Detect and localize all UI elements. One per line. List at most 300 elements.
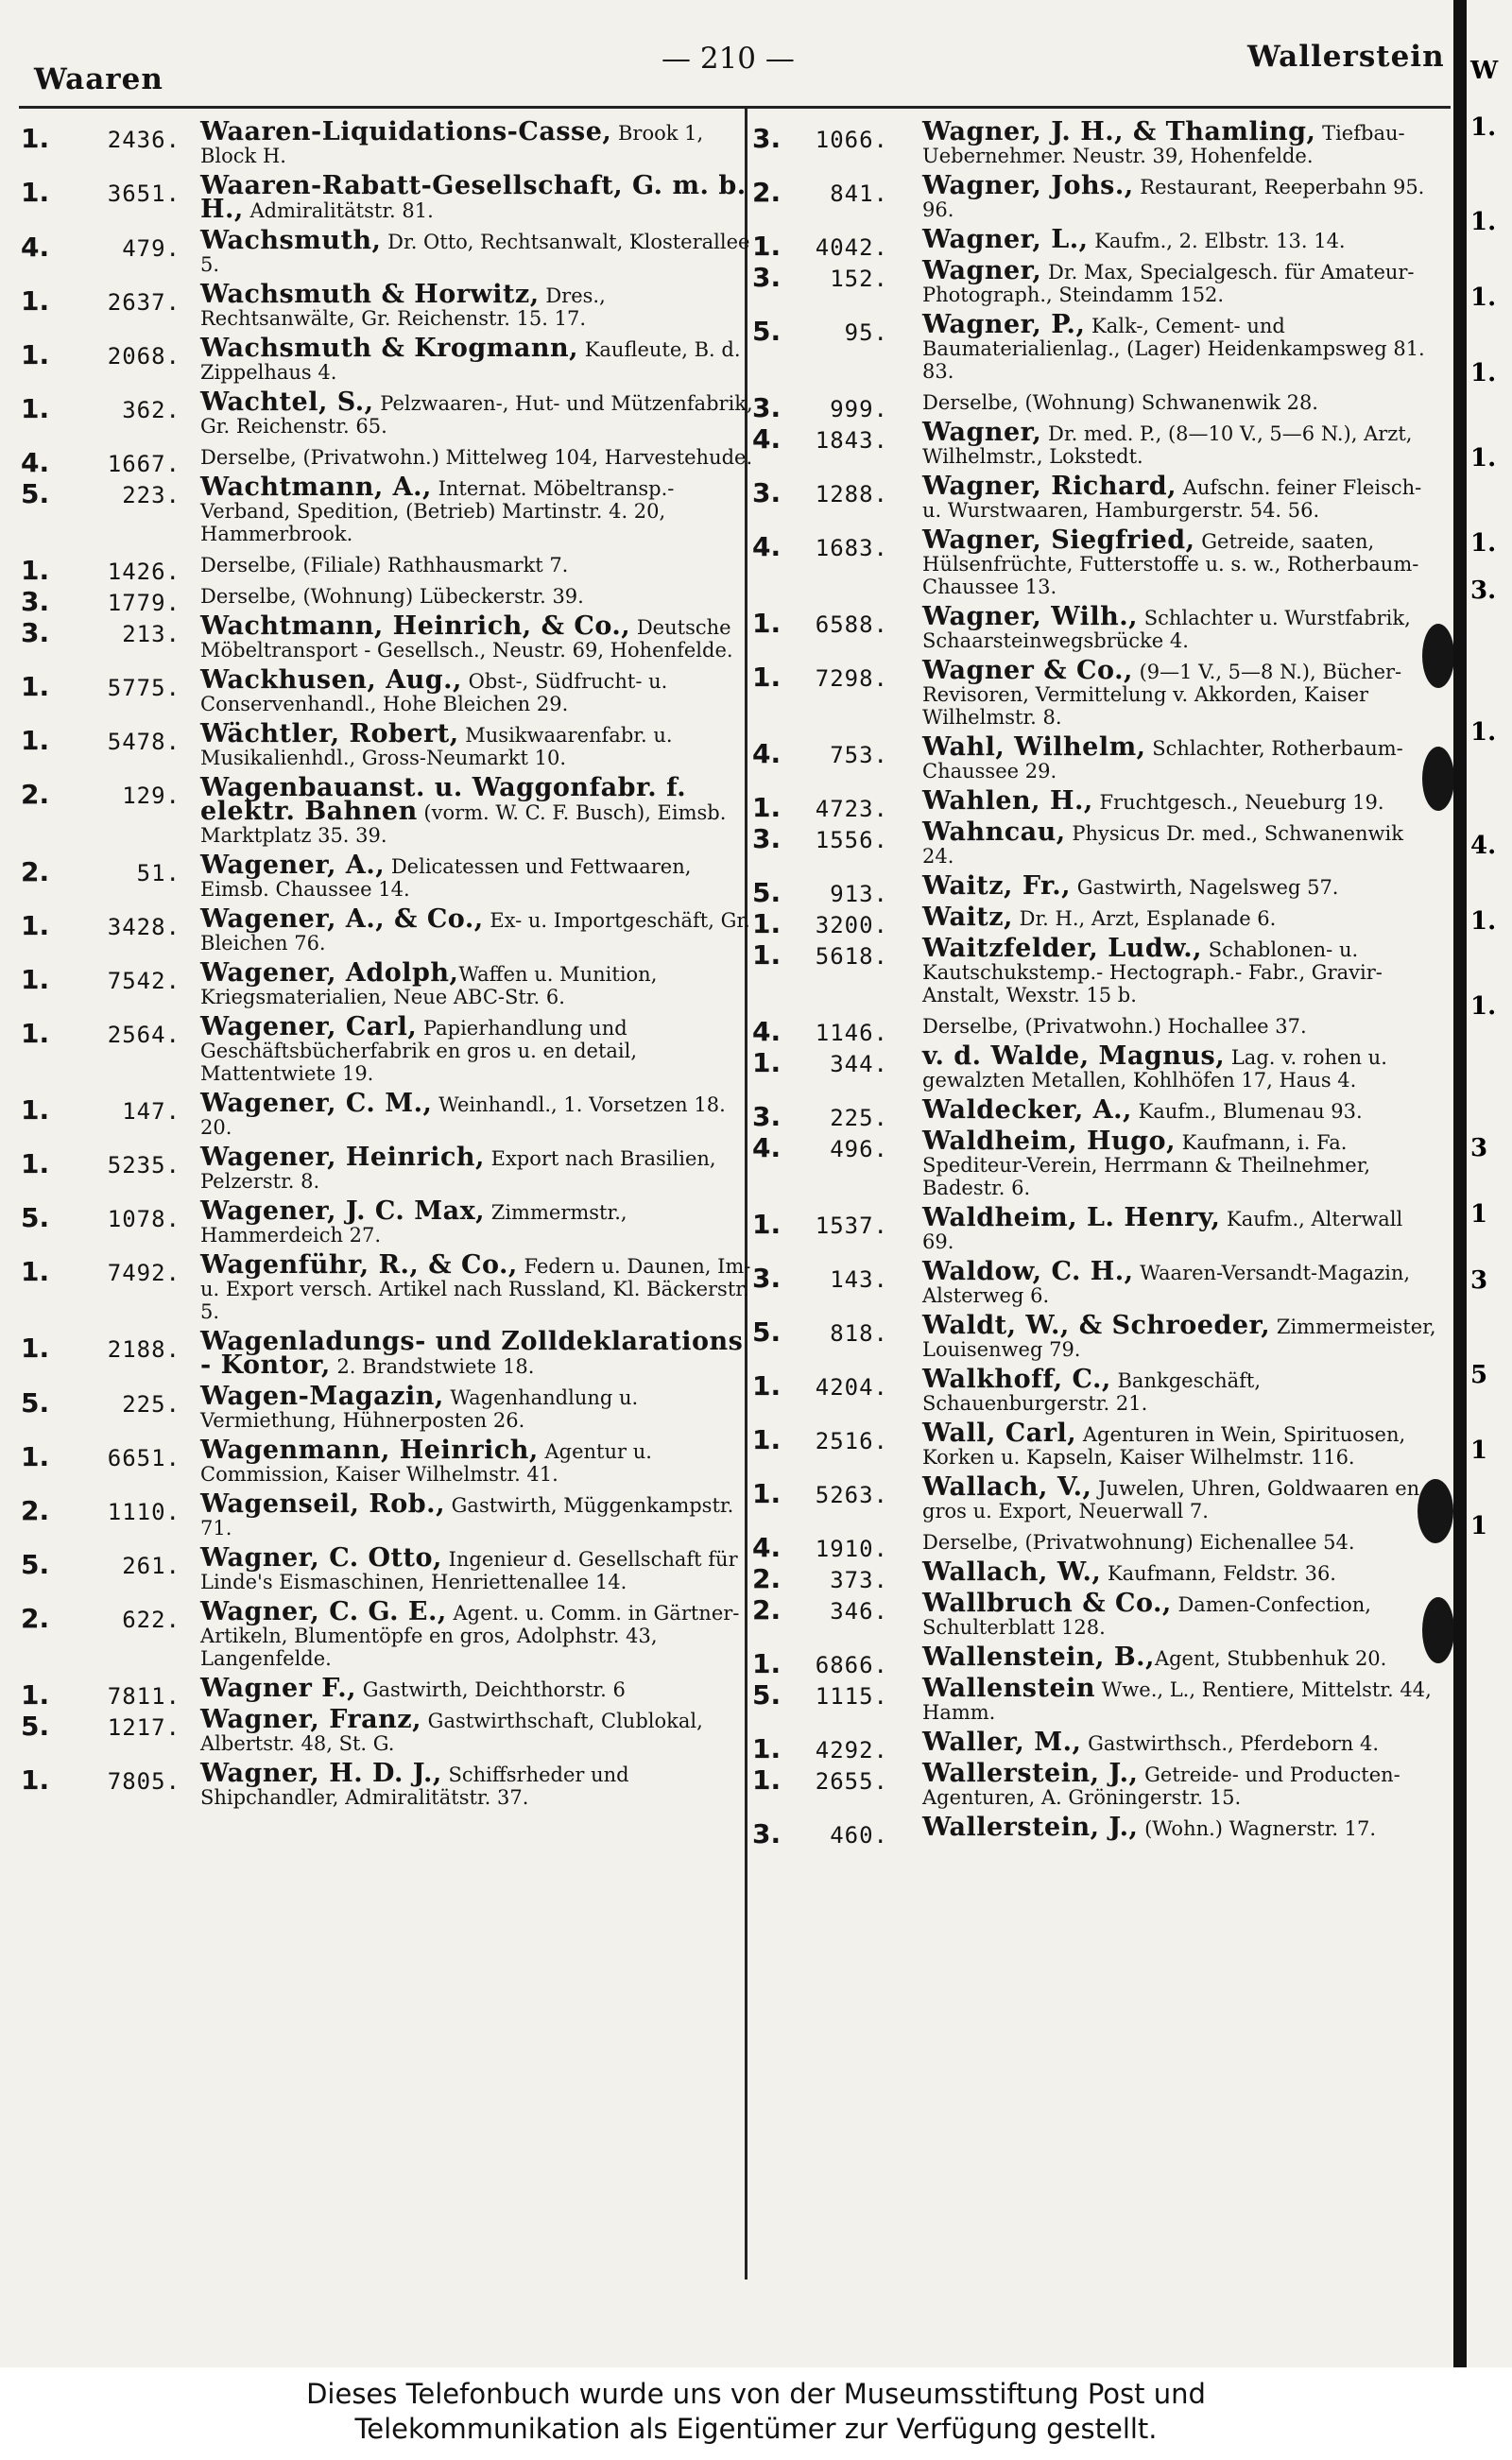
exchange-number: 3. [752, 262, 782, 293]
directory-entry [752, 786, 1453, 823]
subscriber-details: (Wohn.) Wagnerstr. 17. [1138, 1817, 1377, 1840]
directory-entry [21, 1543, 772, 1593]
phone-number: 2188. [107, 1336, 180, 1363]
entry-text [200, 773, 753, 847]
subscriber-name: Waldheim, L. Henry, [922, 1203, 1221, 1232]
subscriber-name: Wagner, C. Otto, [200, 1543, 442, 1573]
exchange-number: 3. [21, 586, 50, 617]
entry-text [922, 786, 1436, 816]
directory-entry [752, 117, 1453, 167]
subscriber-name: Wächtler, Robert, [200, 719, 459, 748]
phone-number: 460. [830, 1822, 888, 1849]
phone-number: 147. [122, 1098, 180, 1125]
subscriber-name: Wagener, A., & Co., [200, 904, 484, 934]
phone-number: 496. [830, 1136, 888, 1162]
exchange-number: 1. [752, 1764, 782, 1796]
subscriber-details: Agentur u. Commission, Kaiser Wilhelmstr. 41. [200, 1440, 652, 1486]
subscriber-name: Wagener, Carl, [200, 1012, 418, 1041]
phone-number: 1146. [815, 1020, 888, 1046]
directory-entry [752, 656, 1453, 729]
ink-blot [1422, 747, 1454, 811]
phone-number: 3428. [107, 914, 180, 940]
exchange-number: 1. [752, 1478, 782, 1509]
phone-number: 1288. [815, 481, 888, 507]
subscriber-details: Gastwirthschaft, Clublokal, Albertstr. 48, St. G. [200, 1710, 703, 1755]
subscriber-details: Juwelen, Uhren, Goldwaaren en gros u. Export, Neuerwall 7. [922, 1477, 1420, 1522]
subscriber-details: Derselbe, (Wohnung) Lübeckerstr. 39. [200, 585, 584, 608]
entry-text [922, 1643, 1436, 1672]
subscriber-details: Musikwaarenfabr. u. Musikalienhdl., Gross-Neumarkt 10. [200, 724, 673, 769]
exchange-number: 4. [21, 232, 50, 263]
exchange-number: 2. [752, 1563, 782, 1594]
directory-entry [752, 390, 1453, 423]
adjacent-page-fragment: 1. [1470, 359, 1497, 387]
subscriber-details: Physicus Dr. med., Schwanenwik 24. [922, 822, 1403, 868]
exchange-number: 5. [752, 1679, 782, 1711]
subscriber-details: Derselbe, (Privatwohn.) Mittelweg 104, Harvestehude. [200, 446, 753, 469]
exchange-number: 1. [752, 792, 782, 823]
adjacent-page-fragment: 1. [1470, 992, 1497, 1021]
exchange-number: 1. [752, 1424, 782, 1455]
adjacent-page-fragment: 3 [1470, 1266, 1488, 1295]
subscriber-details: Fruchtgesch., Neueburg 19. [1092, 791, 1384, 814]
directory-entry [752, 903, 1453, 939]
subscriber-name: Wagner, L., [922, 225, 1089, 254]
directory-entry [752, 1014, 1453, 1047]
subscriber-name: Wachtel, S., [200, 387, 374, 417]
subscriber-details: Brook 1, Block H. [200, 122, 704, 167]
directory-entry [752, 256, 1453, 306]
phone-number: 1066. [815, 127, 888, 153]
exchange-number: 1. [21, 285, 50, 317]
exchange-number: 1. [21, 1679, 50, 1711]
entry-text [922, 903, 1436, 932]
exchange-number: 2. [752, 1594, 782, 1626]
subscriber-details: Federn u. Daunen, Im- u. Export versch. Artikel nach Russland, Kl. Bäckerstr. 5. [200, 1255, 751, 1323]
subscriber-name: Wagner & Co., [922, 656, 1133, 685]
directory-entry [21, 904, 772, 955]
ink-blot [1422, 624, 1454, 688]
exchange-number: 5. [21, 1549, 50, 1580]
entry-text [922, 1095, 1436, 1125]
right-column [752, 117, 1453, 1849]
subscriber-details: Schlachter u. Wurstfabrik, Schaarsteinwegsbrücke 4. [922, 607, 1411, 652]
directory-entry [21, 1089, 772, 1139]
entry-text [200, 117, 753, 167]
directory-entry [21, 1597, 772, 1670]
exchange-number: 1. [21, 339, 50, 370]
entry-text [200, 280, 753, 330]
exchange-number: 5. [752, 316, 782, 347]
subscriber-name: Wagner, [922, 256, 1042, 285]
phone-number: 225. [830, 1105, 888, 1131]
exchange-number: 4. [752, 1132, 782, 1163]
entry-text [922, 1728, 1436, 1757]
subscriber-details: Ingenieur d. Gesellschaft für Linde's Eismaschinen, Henriettenallee 14. [200, 1548, 738, 1593]
subscriber-details: Dr. Otto, Rechtsanwalt, Klosterallee 5. [200, 231, 750, 276]
subscriber-details: Pelzwaaren-, Hut- und Mützenfabrik, Gr. Reichenstr. 65. [200, 392, 753, 438]
page-number: — 210 — [662, 42, 795, 76]
exchange-number: 5. [21, 1202, 50, 1233]
entry-text [922, 871, 1436, 901]
entry-text [200, 445, 753, 469]
phone-number: 2637. [107, 289, 180, 316]
subscriber-details: Agenturen in Wein, Spirituosen, Korken u. Kapseln, Kaiser Wilhelmstr. 116. [922, 1423, 1406, 1469]
phone-number: 4042. [815, 234, 888, 261]
subscriber-name: Waitzfelder, Ludw., [922, 934, 1203, 963]
exchange-number: 5. [21, 1387, 50, 1419]
subscriber-details: Zimmermeister, Louisenweg 79. [922, 1316, 1436, 1361]
subscriber-details: Waffen u. Munition, Kriegsmaterialien, Neue ABC-Str. 6. [200, 963, 658, 1008]
subscriber-details: Derselbe, (Wohnung) Schwanenwik 28. [922, 391, 1318, 414]
phone-number: 5618. [815, 943, 888, 970]
directory-entry [752, 1365, 1453, 1415]
phone-number: 2068. [107, 343, 180, 370]
directory-entry [752, 871, 1453, 908]
subscriber-details: Deutsche Möbeltransport - Gesellsch., Neustr. 69, Hohenfelde. [200, 616, 733, 662]
entry-text [922, 656, 1436, 729]
exchange-number: 3. [752, 1101, 782, 1132]
directory-entry [752, 602, 1453, 652]
directory-entry [752, 1674, 1453, 1724]
entry-text [922, 418, 1436, 468]
phone-number: 362. [122, 397, 180, 423]
subscriber-name: Wagener, Adolph, [200, 958, 459, 988]
exchange-number: 1. [21, 1094, 50, 1126]
directory-entry [752, 732, 1453, 783]
entry-text [922, 225, 1436, 254]
subscriber-details: Derselbe, (Privatwohnung) Eichenallee 54. [922, 1531, 1355, 1554]
adjacent-page-fragment: 1. [1470, 444, 1497, 473]
directory-entry [21, 851, 772, 901]
phone-number: 2436. [107, 127, 180, 153]
adjacent-page-fragment: 1. [1470, 718, 1497, 747]
subscriber-name: Wagener, Heinrich, [200, 1143, 485, 1172]
subscriber-details: Tiefbau-Uebernehmer. Neustr. 39, Hohenfelde. [922, 122, 1405, 167]
entry-text [200, 1327, 753, 1380]
phone-number: 143. [830, 1266, 888, 1293]
subscriber-name: Wagner, C. G. E., [200, 1597, 447, 1626]
subscriber-details: Delicatessen und Fettwaaren, Eimsb. Chaussee 14. [200, 855, 692, 901]
directory-entry [21, 553, 772, 586]
subscriber-name: Wall, Carl, [922, 1419, 1077, 1448]
directory-entry [752, 1095, 1453, 1132]
directory-entry [21, 117, 772, 167]
adjacent-page-fragment: 1. [1470, 907, 1497, 936]
subscriber-details: Internat. Möbeltransp.-Verband, Spedition, (Betrieb) Martinstr. 4. 20, Hammerbrook. [200, 477, 675, 545]
exchange-number: 1. [21, 964, 50, 995]
adjacent-page-fragment: 1. [1470, 113, 1497, 142]
subscriber-details: Kaufm., Alterwall 69. [922, 1208, 1403, 1253]
phone-number: 7298. [815, 665, 888, 692]
phone-number: 622. [122, 1607, 180, 1633]
exchange-number: 4. [752, 738, 782, 769]
phone-number: 1115. [815, 1683, 888, 1710]
subscriber-name: Wagner, H. D. J., [200, 1759, 442, 1788]
directory-entry [752, 1472, 1453, 1522]
adjacent-page-fragment: 1 [1470, 1200, 1488, 1229]
directory-entry [752, 1041, 1453, 1092]
exchange-number: 2. [752, 177, 782, 208]
subscriber-details: Kaufleute, B. d. Zippelhaus 4. [200, 338, 741, 384]
directory-entry [752, 1311, 1453, 1361]
running-head-left: Waaren [34, 62, 163, 96]
phone-number: 1683. [815, 535, 888, 561]
directory-entry [752, 1257, 1453, 1307]
exchange-number: 1. [21, 177, 50, 208]
directory-entry [752, 817, 1453, 868]
subscriber-details: Wagenhandlung u. Vermiethung, Hühnerposten 26. [200, 1386, 639, 1432]
entry-text [922, 1674, 1436, 1724]
phone-number: 5775. [107, 675, 180, 701]
exchange-number: 4. [752, 423, 782, 455]
subscriber-details: Kaufmann, i. Fa. Spediteur-Verein, Herrmann & Theilnehmer, Badestr. 6. [922, 1131, 1371, 1199]
directory-entry [21, 1674, 772, 1711]
entry-text [922, 1311, 1436, 1361]
entry-text [200, 1705, 753, 1755]
phone-number: 7805. [107, 1768, 180, 1795]
footer-notice [0, 2367, 1512, 2460]
phone-number: 261. [122, 1553, 180, 1579]
directory-entry [21, 1196, 772, 1247]
directory-entry [752, 472, 1453, 522]
entry-text [200, 334, 753, 384]
phone-number: 2564. [107, 1022, 180, 1048]
subscriber-name: Wachsmuth & Krogmann, [200, 334, 579, 363]
adjacent-page-fragment: 1 [1470, 1512, 1488, 1540]
exchange-number: 3. [752, 1818, 782, 1849]
subscriber-name: Wallerstein, J., [922, 1759, 1139, 1788]
phone-number: 913. [830, 881, 888, 907]
directory-entry [21, 280, 772, 330]
directory-entry [752, 1530, 1453, 1563]
subscriber-name: Wagener, A., [200, 851, 386, 880]
phone-number: 95. [844, 319, 888, 346]
phone-number: 7811. [107, 1683, 180, 1710]
subscriber-details: Kalk-, Cement- und Baumaterialienlag., (Lager) Heidenkampsweg 81. 83. [922, 315, 1425, 383]
directory-entry [21, 665, 772, 715]
entry-text [922, 732, 1436, 783]
subscriber-name: Wagenseil, Rob., [200, 1489, 445, 1519]
exchange-number: 3. [752, 477, 782, 508]
phone-number: 373. [830, 1567, 888, 1593]
directory-entry [21, 611, 772, 662]
entry-text [922, 1419, 1436, 1469]
directory-entry [21, 171, 772, 224]
subscriber-details: Gastwirthsch., Pferdeborn 4. [1081, 1732, 1379, 1755]
subscriber-name: v. d. Walde, Magnus, [922, 1041, 1226, 1071]
entry-text [922, 472, 1436, 522]
entry-text [200, 553, 753, 576]
phone-number: 346. [830, 1598, 888, 1625]
exchange-number: 3. [752, 823, 782, 854]
directory-entry [752, 225, 1453, 262]
entry-text [922, 1530, 1436, 1554]
exchange-number: 1. [21, 1764, 50, 1796]
phone-number: 818. [830, 1320, 888, 1347]
phone-number: 6588. [815, 611, 888, 638]
phone-number: 4292. [815, 1737, 888, 1763]
phone-number: 4204. [815, 1374, 888, 1401]
subscriber-details: (9—1 V., 5—8 N.), Bücher-Revisoren, Vermittelung v. Akkorden, Kaiser Wilhelmstr. 8. [922, 661, 1402, 729]
phone-number: 5263. [815, 1482, 888, 1508]
phone-number: 2655. [815, 1768, 888, 1795]
exchange-number: 1. [752, 1370, 782, 1402]
phone-number: 223. [122, 482, 180, 508]
entry-text [922, 602, 1436, 652]
exchange-number: 4. [21, 447, 50, 478]
phone-number: 1078. [107, 1206, 180, 1232]
entry-text [922, 1365, 1436, 1415]
exchange-number: 2. [21, 1495, 50, 1526]
subscriber-details: Dr. H., Arzt, Esplanade 6. [1012, 907, 1277, 930]
directory-entry [21, 1012, 772, 1085]
subscriber-name: Walkhoff, C., [922, 1365, 1111, 1394]
subscriber-details: Zimmermstr., Hammerdeich 27. [200, 1201, 627, 1247]
subscriber-name: Wahncau, [922, 817, 1066, 847]
entry-text [922, 256, 1436, 306]
exchange-number: 2. [21, 779, 50, 810]
subscriber-details: Getreide- und Producten-Agenturen, A. Gröningerstr. 15. [922, 1763, 1400, 1809]
entry-text [922, 934, 1436, 1006]
adjacent-page-fragment: 1. [1470, 284, 1497, 312]
entry-text [200, 1759, 753, 1809]
exchange-number: 3. [752, 123, 782, 154]
subscriber-details: Admiralitätstr. 81. [243, 199, 434, 222]
subscriber-details: Damen-Confection, Schulterblatt 128. [922, 1593, 1371, 1639]
entry-text [200, 473, 753, 545]
exchange-number: 1. [21, 1256, 50, 1287]
subscriber-details: Schlachter, Rotherbaum-Chaussee 29. [922, 737, 1403, 783]
subscriber-details: Schablonen- u. Kautschukstemp.- Hectograph.- Fabr., Gravir-Anstalt, Wexstr. 15 b. [922, 938, 1383, 1006]
entry-text [922, 1041, 1436, 1092]
subscriber-name: Wagenladungs- und Zolldeklarations - Kontor, [200, 1327, 744, 1380]
phone-number: 1779. [107, 590, 180, 616]
subscriber-details: Wwe., L., Rentiere, Mittelstr. 44, Hamm. [922, 1678, 1432, 1724]
phone-number: 1843. [815, 427, 888, 454]
directory-entry [752, 1557, 1453, 1594]
entry-text [200, 387, 753, 438]
phone-number: 5235. [107, 1152, 180, 1178]
subscriber-name: Wachsmuth & Horwitz, [200, 280, 540, 309]
entry-text [922, 171, 1436, 221]
directory-entry [21, 1382, 772, 1432]
exchange-number: 1. [21, 725, 50, 756]
entry-text [200, 226, 753, 276]
phone-number: 3200. [815, 912, 888, 938]
entry-text [922, 1759, 1436, 1809]
adjacent-page-fragment: 1. [1470, 208, 1497, 236]
subscriber-details: Derselbe, (Filiale) Rathhausmarkt 7. [200, 554, 569, 576]
phone-number: 6651. [107, 1445, 180, 1471]
entry-text [200, 1597, 753, 1670]
ink-blot [1422, 1597, 1454, 1663]
subscriber-name: Wachsmuth, [200, 226, 382, 255]
ink-blot [1418, 1479, 1453, 1543]
adjacent-page-head: W [1470, 57, 1499, 85]
entry-text [922, 1813, 1436, 1842]
phone-number: 753. [830, 742, 888, 768]
exchange-number: 3. [752, 392, 782, 423]
exchange-number: 1. [21, 555, 50, 586]
entry-text [922, 1203, 1436, 1253]
phone-number: 225. [122, 1391, 180, 1418]
directory-entry [752, 1643, 1453, 1679]
entry-text [200, 1250, 753, 1323]
entry-text [200, 719, 753, 769]
exchange-number: 5. [21, 478, 50, 509]
adjacent-page-fragment: 1 [1470, 1436, 1488, 1465]
subscriber-details: Derselbe, (Privatwohn.) Hochallee 37. [922, 1015, 1307, 1038]
phone-number: 152. [830, 266, 888, 292]
directory-entry [21, 226, 772, 276]
subscriber-name: Waldheim, Hugo, [922, 1127, 1176, 1156]
entry-text [200, 584, 753, 608]
directory-entry [752, 1589, 1453, 1639]
exchange-number: 1. [21, 123, 50, 154]
entry-text [922, 525, 1436, 598]
directory-entry [21, 1759, 772, 1809]
subscriber-details: Getreide, saaten, Hülsenfrüchte, Futterstoffe u. s. w., Rotherbaum-Chaussee 13. [922, 530, 1419, 598]
subscriber-name: Wagener, C. M., [200, 1089, 433, 1118]
exchange-number: 1. [752, 939, 782, 971]
phone-number: 1556. [815, 827, 888, 853]
subscriber-details: Weinhandl., 1. Vorsetzen 18. 20. [200, 1093, 726, 1139]
directory-entry [21, 473, 772, 545]
entry-text [200, 665, 753, 715]
subscriber-name: Wallerstein, J., [922, 1813, 1139, 1842]
entry-text [922, 117, 1436, 167]
directory-entry [21, 1327, 772, 1380]
directory-entry [752, 1419, 1453, 1469]
subscriber-name: Wagener, J. C. Max, [200, 1196, 486, 1226]
subscriber-name: Wallach, V., [922, 1472, 1092, 1502]
directory-entry [752, 310, 1453, 383]
exchange-number: 3. [752, 1263, 782, 1294]
phone-number: 999. [830, 396, 888, 422]
entry-text [922, 1557, 1436, 1587]
subscriber-name: Wagenbauanst. u. Waggonfabr. f. elektr. Bahnen [200, 773, 687, 826]
phone-number: 1217. [107, 1714, 180, 1741]
subscriber-name: Wallenstein [922, 1674, 1096, 1703]
phone-number: 5478. [107, 729, 180, 755]
exchange-number: 1. [21, 393, 50, 424]
adjacent-page-fragment: 5 [1470, 1361, 1488, 1389]
directory-entry [21, 719, 772, 769]
exchange-number: 1. [752, 1648, 782, 1679]
directory-entry [752, 171, 1453, 221]
subscriber-details: Gastwirth, Müggenkampstr. 71. [200, 1494, 734, 1540]
subscriber-details: Dr. med. P., (8—10 V., 5—6 N.), Arzt, Wilhelmstr., Lokstedt. [922, 422, 1413, 468]
exchange-number: 1. [752, 662, 782, 693]
exchange-number: 1. [752, 1047, 782, 1078]
entry-text [922, 1014, 1436, 1038]
subscriber-details: Agent. u. Comm. in Gärtner-Artikeln, Blumentöpfe en gros, Adolphstr. 43, Langenfelde. [200, 1602, 740, 1670]
directory-entry [21, 773, 772, 847]
phone-number: 1426. [107, 559, 180, 585]
entry-text [200, 1436, 753, 1486]
exchange-number: 1. [752, 1209, 782, 1240]
footer-line-1: Dieses Telefonbuch wurde uns von der Museumsstiftung Post und [306, 2378, 1206, 2410]
subscriber-name: Wagner, J. H., & Thamling, [922, 117, 1316, 146]
exchange-number: 1. [21, 1441, 50, 1472]
subscriber-name: Wagner, [922, 418, 1042, 447]
directory-entry [752, 1127, 1453, 1199]
entry-text [922, 390, 1436, 414]
adjacent-page-fragment: 3 [1470, 1134, 1488, 1162]
exchange-number: 1. [21, 910, 50, 941]
phone-number: 479. [122, 235, 180, 262]
